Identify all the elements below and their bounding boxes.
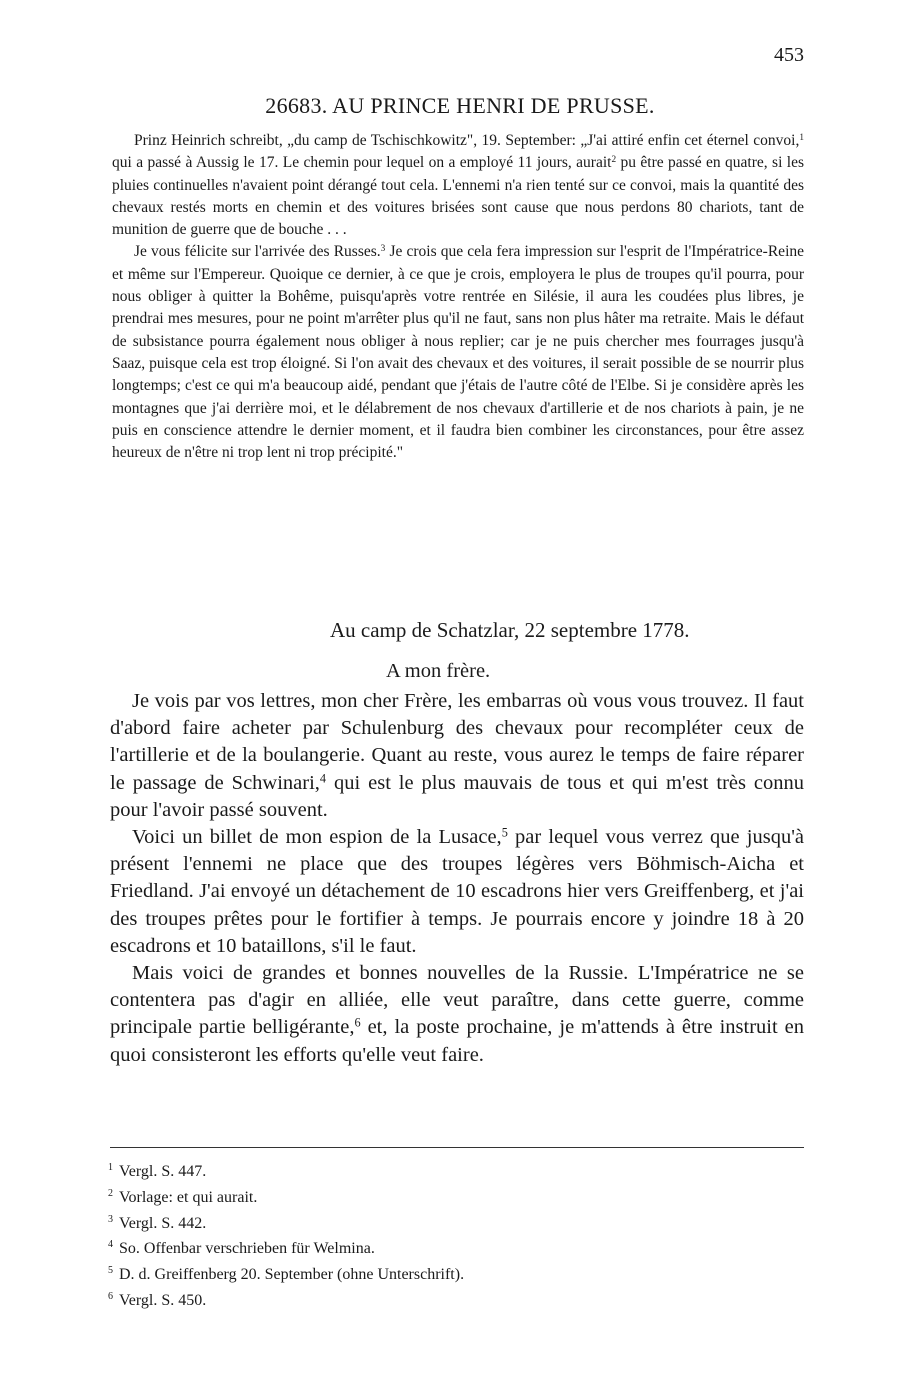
footnote-number: 4 <box>108 1239 113 1251</box>
footnote-text: Vergl. S. 447. <box>119 1163 207 1180</box>
footnote-number: 6 <box>108 1290 113 1302</box>
editorial-text: Je crois que cela fera impression sur l'esprit de l'Impératrice-Reine et même sur l'Empereur. Quoique ce dernier, à ce que je crois, employera le plus de troupes qu'il pourra, pour nous obliger à quitter la Bohême, puisqu'après votre rentrée en Silésie, il aura les coudées plus libres, je prendrai mes mesures, pour ne point m'arrêter plus qu'il ne faut, sans non plus hâter ma retraite. Mais le défaut de subsistance pourra également nous obliger à nous replier; car je ne puis chercher mes fourrages jusqu'à Saaz, puisque cela est trop éloigné. Si l'on avait des chevaux et des voitures, il serait possible de se nourrir plus longtemps; c'est ce qui m'a beaucoup aidé, pendant que j'étais de l'autre côté de l'Elbe. Si je considère après les montagnes que j'ai derrière moi, et le délabrement de nos chevaux d'artillerie et de nos chariots à pain, je ne puis en conscience attendre le dernier moment, et il faudra bien combiner les circonstances, pour être assez heureux de n'être ni trop lent ni trop précipité." <box>112 243 805 462</box>
letter-text: qui est le plus mauvais de tous et qui m'est très connu pour l'avoir passé souvent. <box>110 771 805 821</box>
footnote-number: 5 <box>108 1265 113 1277</box>
letter-text: par lequel vous verrez que jusqu'à présent l'ennemi ne place que des troupes légères vers Böhmisch-Aicha et Friedland. J'ai envoyé un détachement de 10 escadrons hier vers Greiffenberg, et j'ai des troupes prêtes pour le fortifier à temps. Je pourrais encore y joindre 18 à 20 escadrons et 10 bataillons, s'il le faut. <box>110 826 804 957</box>
letter-text: Je vois par vos lettres, mon cher Frère, les embarras où vous vous trouvez. Il faut d'abord faire acheter par Schulenburg des chevaux pour recompléter ceux de l'artillerie et de la boulangerie. Quant au reste, vous aurez le temps de faire réparer le passage de <box>110 690 804 794</box>
editorial-paragraph <box>112 241 804 464</box>
footnote <box>108 1209 802 1235</box>
footnote-ref: 4 <box>319 770 327 785</box>
footnote-ref: 3 <box>380 244 386 255</box>
footnote-text: Vorlage: et qui aurait. <box>119 1188 258 1206</box>
footnote-number: 3 <box>108 1213 113 1225</box>
footnote-text: Vergl. S. 442. <box>119 1214 207 1232</box>
editorial-note <box>112 130 804 464</box>
letter-paragraph <box>110 960 804 1069</box>
footnote-text: D. d. Greiffenberg 20. September (ohne Unterschrift). <box>119 1266 465 1284</box>
footnote-ref: 5 <box>501 825 508 840</box>
editorial-paragraph <box>112 130 804 241</box>
letter-text: Schwinari, <box>231 771 320 794</box>
footnote-text: Vergl. S. 450. <box>119 1291 207 1309</box>
footnote <box>108 1157 802 1183</box>
footnote-ref: 1 <box>799 132 804 143</box>
letter-heading: 26683. AU PRINCE HENRI DE PRUSSE. <box>265 93 655 118</box>
footnote <box>108 1183 802 1209</box>
letter-text: et, la poste prochaine, je m'attends à être instruit en quoi consisteront les efforts qu'elle veut faire. <box>110 1016 804 1066</box>
editorial-text: Prinz Heinrich schreibt, „du camp de Tschischkowitz", 19. September: „J'ai attiré enfin cet éternel convoi, <box>134 132 800 149</box>
footnote-divider <box>110 1147 804 1148</box>
editorial-text: pu être passé en quatre, si les pluies continuelles n'avaient point dérangé tout cela. L'ennemi n'a rien tenté sur ce convoi, mais la quantité des chevaux restés morts en chemin et des voitures brisées sont cause que nous perdons 80 chariots, tant de munition de guerre que de bouche . . . <box>112 154 804 239</box>
footnote <box>108 1286 802 1312</box>
letter-paragraph <box>110 688 804 824</box>
footnote-number: 2 <box>108 1187 113 1199</box>
dateline: Au camp de Schatzlar, 22 septembre 1778. <box>330 618 690 642</box>
page-number: 453 <box>774 44 804 66</box>
footnotes <box>108 1157 802 1312</box>
letter-text: Mais voici de grandes et bonnes nouvelles de la Russie. L'Impératrice ne se contentera pas d'agir en alliée, elle veut paraître, dans cette guerre, comme principale partie belligérante, <box>110 962 804 1039</box>
footnote-ref: 2 <box>611 155 617 166</box>
footnote <box>108 1234 802 1260</box>
letter-text: Voici un billet de mon espion de la Lusace, <box>132 826 502 849</box>
letter-body <box>110 688 804 1069</box>
editorial-text: Je vous félicite sur l'arrivée des Russes. <box>134 243 381 261</box>
footnote <box>108 1260 802 1286</box>
salutation: A mon frère. <box>386 660 491 682</box>
footnote-ref: 6 <box>354 1015 361 1030</box>
editorial-text: qui a passé à Aussig le 17. Le chemin pour lequel on a employé 11 jours, aurait <box>112 154 612 172</box>
footnote-number: 1 <box>108 1162 113 1173</box>
footnote-text: So. Offenbar verschrieben für Welmina. <box>119 1240 375 1258</box>
letter-paragraph <box>110 824 804 960</box>
